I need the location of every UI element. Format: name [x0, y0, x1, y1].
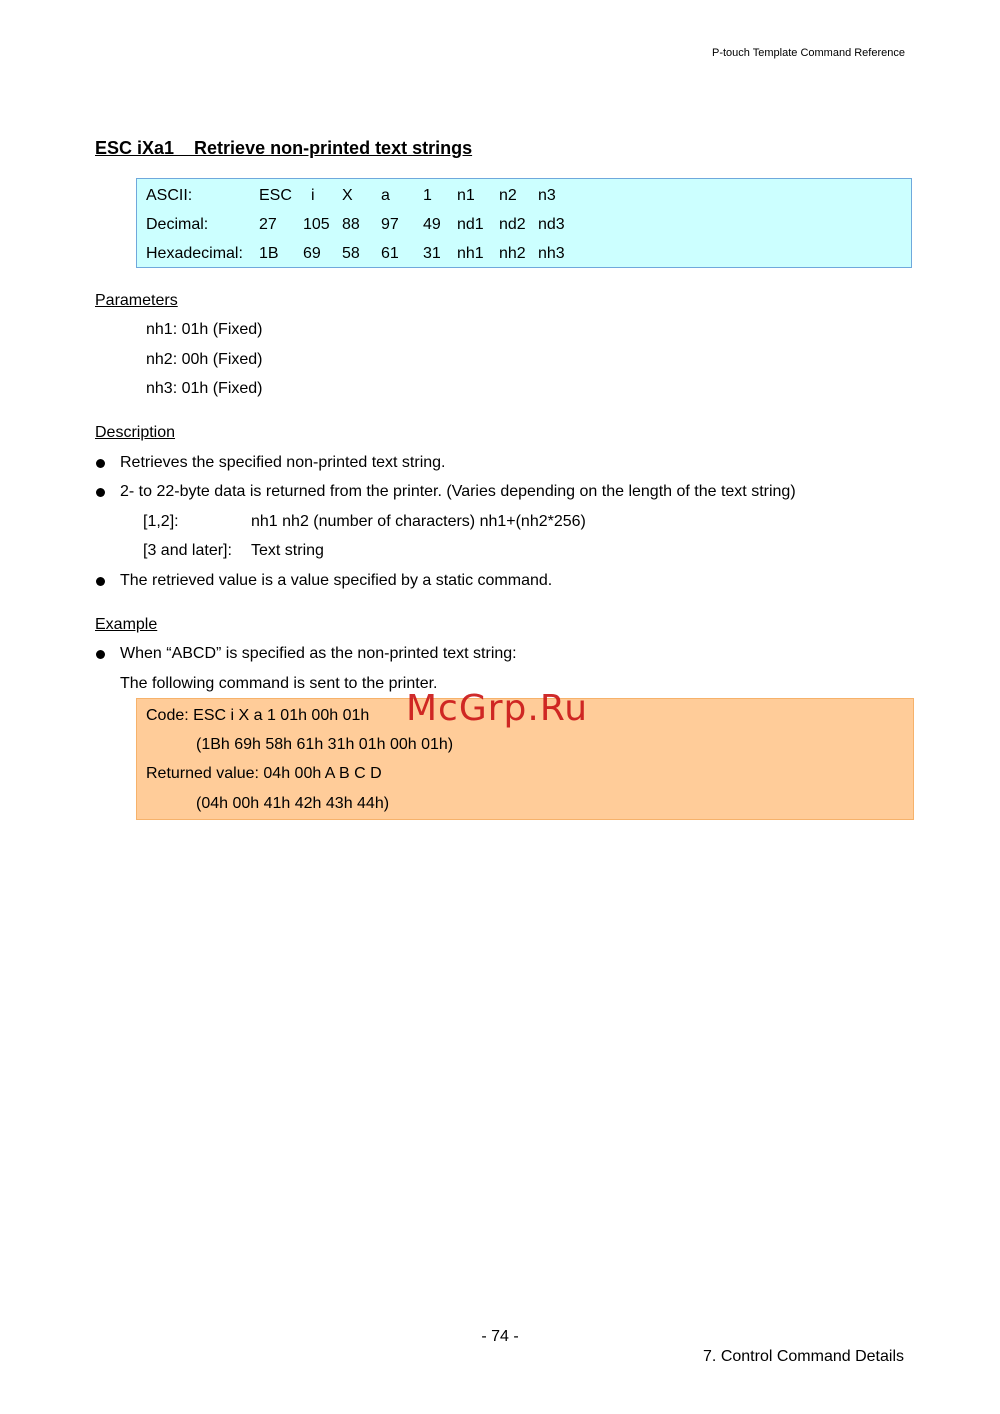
- footer-chapter: 7. Control Command Details: [703, 1348, 904, 1365]
- row-label: ASCII:: [146, 187, 193, 204]
- description-item: The retrieved value is a value specified by a static command.: [120, 572, 553, 589]
- example-code-hex: (1Bh 69h 58h 61h 31h 01h 00h 01h): [196, 736, 454, 753]
- cell: 97: [381, 216, 399, 233]
- cell: X: [342, 187, 353, 204]
- cell: 1: [423, 187, 432, 204]
- cell: n3: [538, 187, 556, 204]
- sub-key: [1,2]:: [143, 513, 179, 530]
- cell: ESC: [259, 187, 292, 204]
- command-table: [136, 178, 912, 268]
- cell: 105: [303, 216, 330, 233]
- sub-value: nh1 nh2 (number of characters) nh1+(nh2*256): [251, 513, 586, 530]
- page-number: - 74 -: [481, 1328, 519, 1345]
- example-code: Code: ESC i X a 1 01h 00h 01h: [146, 707, 370, 724]
- cell: a: [381, 187, 390, 204]
- cell: 49: [423, 216, 441, 233]
- watermark-logo: McGrp.Ru: [406, 688, 589, 729]
- header-reference: P-touch Template Command Reference: [711, 47, 905, 59]
- parameter-item: nh2: 00h (Fixed): [146, 351, 263, 368]
- cell: 27: [259, 216, 277, 233]
- cell: i: [311, 187, 315, 204]
- bullet-icon: [96, 459, 105, 468]
- row-label: Decimal:: [146, 216, 209, 233]
- sub-value: Text string: [251, 542, 324, 559]
- bullet-icon: [96, 650, 105, 659]
- cell: nd1: [457, 216, 484, 233]
- example-returned: Returned value: 04h 00h A B C D: [146, 765, 382, 782]
- cell: 31: [423, 245, 441, 262]
- parameters-heading: Parameters: [95, 292, 178, 309]
- description-item: 2- to 22-byte data is returned from the printer. (Varies depending on the length of the text string): [120, 483, 796, 500]
- row-label: Hexadecimal:: [146, 245, 243, 262]
- cell: nd3: [538, 216, 565, 233]
- cell: nh3: [538, 245, 565, 262]
- example-line: The following command is sent to the printer.: [120, 675, 438, 692]
- bullet-icon: [96, 488, 105, 497]
- description-heading: Description: [95, 424, 176, 441]
- cell: nh2: [499, 245, 526, 262]
- example-returned-hex: (04h 00h 41h 42h 43h 44h): [196, 795, 390, 812]
- cell: 88: [342, 216, 360, 233]
- page-title: ESC iXa1 Retrieve non-printed text strings: [95, 138, 473, 158]
- sub-key: [3 and later]:: [143, 542, 232, 559]
- cell: 61: [381, 245, 399, 262]
- example-item: When “ABCD” is specified as the non-printed text string:: [120, 645, 517, 662]
- cell: nd2: [499, 216, 526, 233]
- cell: n2: [499, 187, 517, 204]
- cell: 58: [342, 245, 360, 262]
- parameter-item: nh1: 01h (Fixed): [146, 321, 263, 338]
- cell: 1B: [259, 245, 279, 262]
- example-heading: Example: [95, 616, 158, 633]
- cell: 69: [303, 245, 321, 262]
- cell: nh1: [457, 245, 484, 262]
- cell: n1: [457, 187, 475, 204]
- bullet-icon: [96, 577, 105, 586]
- parameter-item: nh3: 01h (Fixed): [146, 380, 263, 397]
- description-item: Retrieves the specified non-printed text string.: [120, 454, 446, 471]
